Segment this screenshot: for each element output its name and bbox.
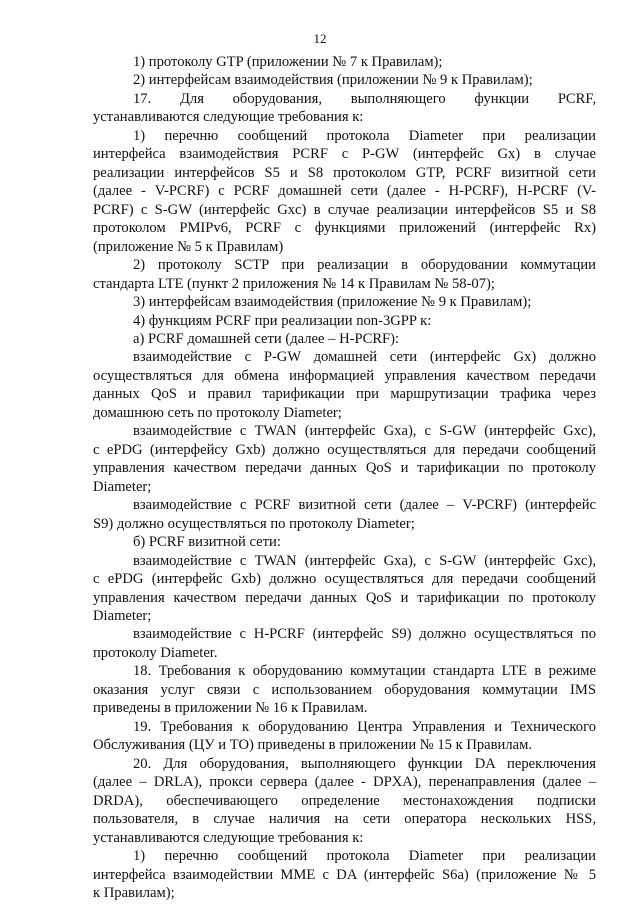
text-line: 19. Требования к оборудованию Центра Управления и Технического (133, 718, 596, 735)
page-number: 12 (313, 31, 327, 46)
text-line: реализации интерфейсов S5 и S8 протоколом GTP, PCRF визитной сети (93, 164, 596, 181)
text-line: к Правилам); (93, 885, 175, 901)
text-line: с ePDG (интерфейсу Gxb) должно осуществляться для передачи сообщений (93, 441, 596, 458)
text-line: (далее - V-PCRF) с PCRF домашней сети (далее - H-PCRF), H-PCRF (V- (93, 183, 596, 200)
text-line: S9) должно осуществляться по протоколу Diameter; (93, 515, 415, 532)
text-line: 4) функциям PCRF при реализации non-3GPP к: (133, 312, 432, 329)
text-line: протоколу Diameter. (93, 644, 218, 661)
text-line: Diameter; (93, 608, 152, 624)
text-line: взаимодействие с H-PCRF (интерфейс S9) должно осуществляться по (133, 626, 596, 643)
text-line: управления качеством передачи данных QoS и тарификации по протоколу (93, 460, 596, 477)
text-line: взаимодействие с PCRF визитной сети (далее – V-PCRF) (интерфейс (133, 497, 596, 514)
text-line: пользователя, в случае наличия на сети оператора нескольких HSS, (93, 811, 596, 828)
text-line: б) PCRF визитной сети: (133, 534, 281, 551)
text-line: взаимодействие с TWAN (интерфейс Gxa), с S-GW (интерфейс Gxc), (133, 552, 596, 569)
text-line: интерфейса взаимодействия PCRF с P-GW (интерфейс Gx) в случае (93, 146, 596, 163)
text-line: 2) интерфейсам взаимодействия (приложении № 9 к Правилам); (133, 72, 533, 89)
text-line: устанавливаются следующие требования к: (93, 109, 364, 126)
text-line: 1) протоколу GTP (приложении № 7 к Правилам); (133, 54, 443, 70)
text-line: PCRF) с S-GW (интерфейс Gxc) в случае реализации интерфейсов S5 и S8 (93, 201, 596, 218)
text-line: данных QoS и правил тарификации при маршрутизации трафика через (93, 386, 596, 403)
text-line: 1) перечню сообщений протокола Diameter при реализации (133, 848, 596, 865)
text-line: взаимодействие с TWAN (интерфейс Gxa), с S-GW (интерфейс Gxc), (133, 423, 596, 440)
text-line: 1) перечню сообщений протокола Diameter при реализации (133, 127, 596, 144)
text-line: (далее – DRLA), прокси сервера (далее - DPXA), перенаправления (далее – (93, 774, 596, 791)
text-line: 2) протоколу SCTP при реализации в оборудовании коммутации (133, 257, 596, 274)
text-line: стандарта LTE (пункт 2 приложения № 14 к Правилам № 58-07); (93, 275, 495, 292)
text-line: устанавливаются следующие требования к: (93, 829, 364, 846)
text-line: (приложение № 5 к Правилам) (93, 238, 284, 255)
text-line: 18. Требования к оборудованию коммутации стандарта LTE в режиме (133, 663, 596, 680)
text-line: DRDA), обеспечивающего определение местонахождения подписки (93, 792, 596, 809)
text-line: Обслуживания (ЦУ и ТО) приведены в приложении № 15 к Правилам. (93, 737, 532, 754)
text-line: оказания услуг связи с использованием оборудования коммутации IMS (93, 681, 596, 698)
text-line: взаимодействие с P-GW домашней сети (интерфейс Gx) должно (133, 349, 596, 366)
text-line: Diameter; (93, 478, 152, 495)
text-line: приведены в приложении № 16 к Правилам. (93, 700, 368, 717)
text-line: 20. Для оборудования, выполняющего функции DA переключения (133, 755, 596, 772)
text-line: интерфейса взаимодействии MME с DA (интерфейс S6a) (приложение № 5 (93, 866, 596, 883)
text-line: управления качеством передачи данных QoS и тарификации по протоколу (93, 589, 596, 606)
text-line: домашнюю сеть по протоколу Diameter; (93, 404, 342, 421)
text-line: 3) интерфейсам взаимодействия (приложение № 9 к Правилам); (133, 294, 532, 311)
text-line: с ePDG (интерфейс Gxb) должно осуществляться для передачи сообщений (93, 571, 596, 588)
text-line: а) PCRF домашней сети (далее – H-PCRF): (133, 331, 400, 347)
text-line: протоколом PMIPv6, PCRF с функциями приложений (интерфейс Rx) (93, 220, 596, 237)
text-line: 17. Для оборудования, выполняющего функции PCRF, (133, 90, 596, 107)
text-line: осуществляться для обмена информацией управления качеством передачи (93, 367, 596, 384)
